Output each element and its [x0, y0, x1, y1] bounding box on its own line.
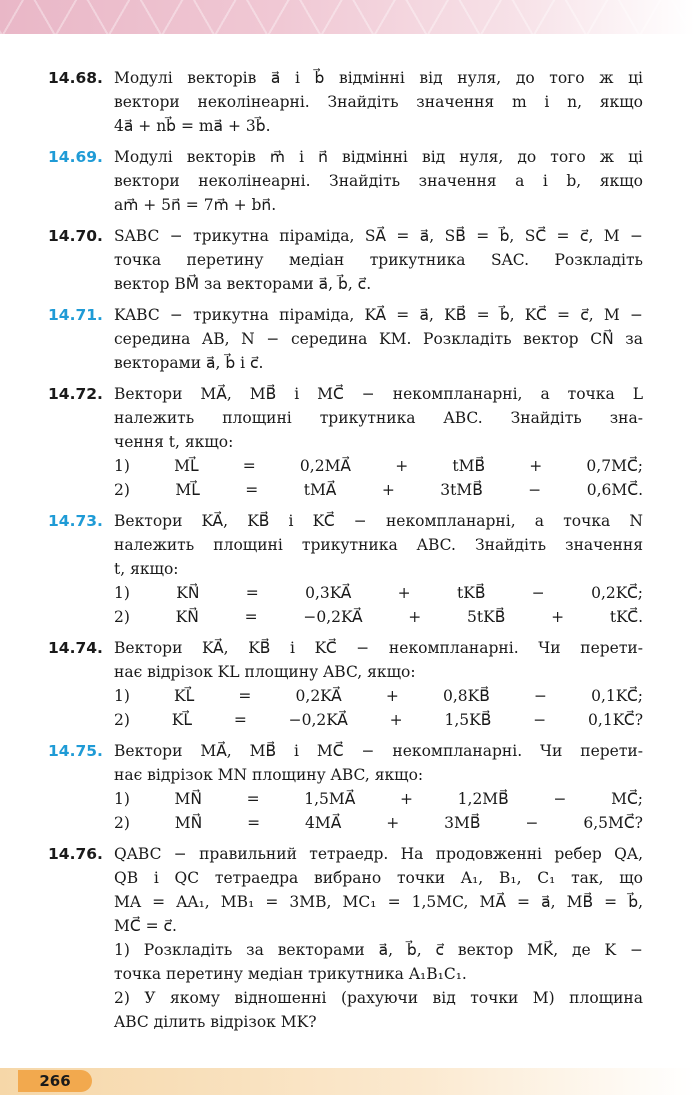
problem-text: am⃗ + 5n⃗ = 7m⃗ + bn⃗. — [114, 196, 277, 214]
problem-item: 1) ML⃗ = 0,2MA⃗ + tMB⃗ + 0,7MC⃗; — [114, 457, 643, 475]
problem-14-75 — [48, 739, 643, 835]
page-number: 266 — [18, 1070, 92, 1092]
problem-text: KABC − трикутна піраміда, KA⃗ = a⃗, KB⃗ = b⃗, KC⃗ = c⃗, M − — [114, 306, 643, 324]
problem-number: 14.73. — [48, 512, 103, 530]
problem-item: 2) KN⃗ = −0,2KA⃗ + 5tKB⃗ + tKC⃗. — [114, 608, 643, 626]
problem-text: векторами a⃗, b⃗ і c⃗. — [114, 354, 264, 372]
problem-number: 14.72. — [48, 385, 103, 403]
problem-14-74 — [48, 636, 643, 732]
problem-text: вектори неколінеарні. Знайдіть значення m і n, якщо — [114, 93, 643, 111]
problem-text: QABC − правильний тетраедр. На продовженні ребер QA, — [114, 845, 643, 863]
problem-item: 2) ML⃗ = tMA⃗ + 3tMB⃗ − 0,6MC⃗. — [114, 481, 643, 499]
problem-text: MA = AA₁, MB₁ = 3MB, MC₁ = 1,5MC, MA⃗ = a⃗, MB⃗ = b⃗, — [114, 893, 643, 911]
problem-14-72 — [48, 382, 643, 502]
problem-text: Вектори MA⃗, MB⃗ і MC⃗ − некомпланарні, а точка L — [114, 385, 643, 403]
problem-14-68 — [48, 66, 643, 138]
problem-item: 1) MN⃗ = 1,5MA⃗ + 1,2MB⃗ − MC⃗; — [114, 790, 643, 808]
problem-list — [48, 66, 643, 1041]
problem-text: вектор BM⃗ за векторами a⃗, b⃗, c⃗. — [114, 275, 372, 293]
problem-text: точка перетину медіан трикутника SAC. Розкладіть — [114, 251, 643, 269]
problem-14-70 — [48, 224, 643, 296]
problem-text: належить площині трикутника ABC. Знайдіть значення — [114, 536, 643, 554]
problem-text: QB і QC тетраедра вибрано точки A₁, B₁, C₁ так, що — [114, 869, 643, 887]
problem-text: Вектори MA⃗, MB⃗ і MC⃗ − некомпланарні. Чи перети- — [114, 742, 643, 760]
problem-item: 2) MN⃗ = 4MA⃗ + 3MB⃗ − 6,5MC⃗? — [114, 814, 643, 832]
problem-text: Вектори KA⃗, KB⃗ і KC⃗ − некомпланарні, а точка N — [114, 512, 643, 530]
problem-text: Вектори KA⃗, KB⃗ і KC⃗ − некомпланарні. Чи перети- — [114, 639, 643, 657]
problem-number: 14.76. — [48, 845, 103, 863]
problem-number: 14.71. — [48, 306, 103, 324]
problem-number: 14.70. — [48, 227, 103, 245]
problem-14-76 — [48, 842, 643, 1034]
problem-number: 14.69. — [48, 148, 103, 166]
problem-14-71 — [48, 303, 643, 375]
problem-number: 14.75. — [48, 742, 103, 760]
header-banner — [0, 0, 695, 34]
problem-text: 4a⃗ + nb⃗ = ma⃗ + 3b⃗. — [114, 117, 271, 135]
problem-text: нає відрізок MN площину ABC, якщо: — [114, 766, 424, 784]
problem-item: 1) KN⃗ = 0,3KA⃗ + tKB⃗ − 0,2KC⃗; — [114, 584, 643, 602]
problem-item: ABC ділить відрізок MK? — [114, 1013, 317, 1031]
problem-number: 14.68. — [48, 69, 103, 87]
problem-text: Модулі векторів a⃗ і b⃗ відмінні від нуля, до того ж ці — [114, 69, 643, 87]
problem-14-73 — [48, 509, 643, 629]
problem-item: 2) У якому відношенні (рахуючи від точки M) площина — [114, 989, 643, 1007]
footer-strip — [0, 1068, 695, 1095]
problem-text: MC⃗ = c⃗. — [114, 917, 177, 935]
problem-14-69 — [48, 145, 643, 217]
problem-item: точка перетину медіан трикутника A₁B₁C₁. — [114, 965, 467, 983]
problem-text: t, якщо: — [114, 560, 179, 578]
problem-text: середина AB, N − середина KM. Розкладіть вектор CN⃗ за — [114, 330, 643, 348]
problem-item: 1) KL⃗ = 0,2KA⃗ + 0,8KB⃗ − 0,1KC⃗; — [114, 687, 643, 705]
problem-text: чення t, якщо: — [114, 433, 234, 451]
problem-number: 14.74. — [48, 639, 103, 657]
problem-text: SABC − трикутна піраміда, SA⃗ = a⃗, SB⃗ = b⃗, SC⃗ = c⃗, M − — [114, 227, 643, 245]
problem-text: належить площині трикутника ABC. Знайдіть зна- — [114, 409, 643, 427]
problem-item: 2) KL⃗ = −0,2KA⃗ + 1,5KB⃗ − 0,1KC⃗? — [114, 711, 643, 729]
problem-text: вектори неколінеарні. Знайдіть значення a і b, якщо — [114, 172, 643, 190]
problem-text: нає відрізок KL площину ABC, якщо: — [114, 663, 416, 681]
problem-item: 1) Розкладіть за векторами a⃗, b⃗, c⃗ вектор MK⃗, де K − — [114, 941, 643, 959]
problem-text: Модулі векторів m⃗ і n⃗ відмінні від нуля, до того ж ці — [114, 148, 643, 166]
